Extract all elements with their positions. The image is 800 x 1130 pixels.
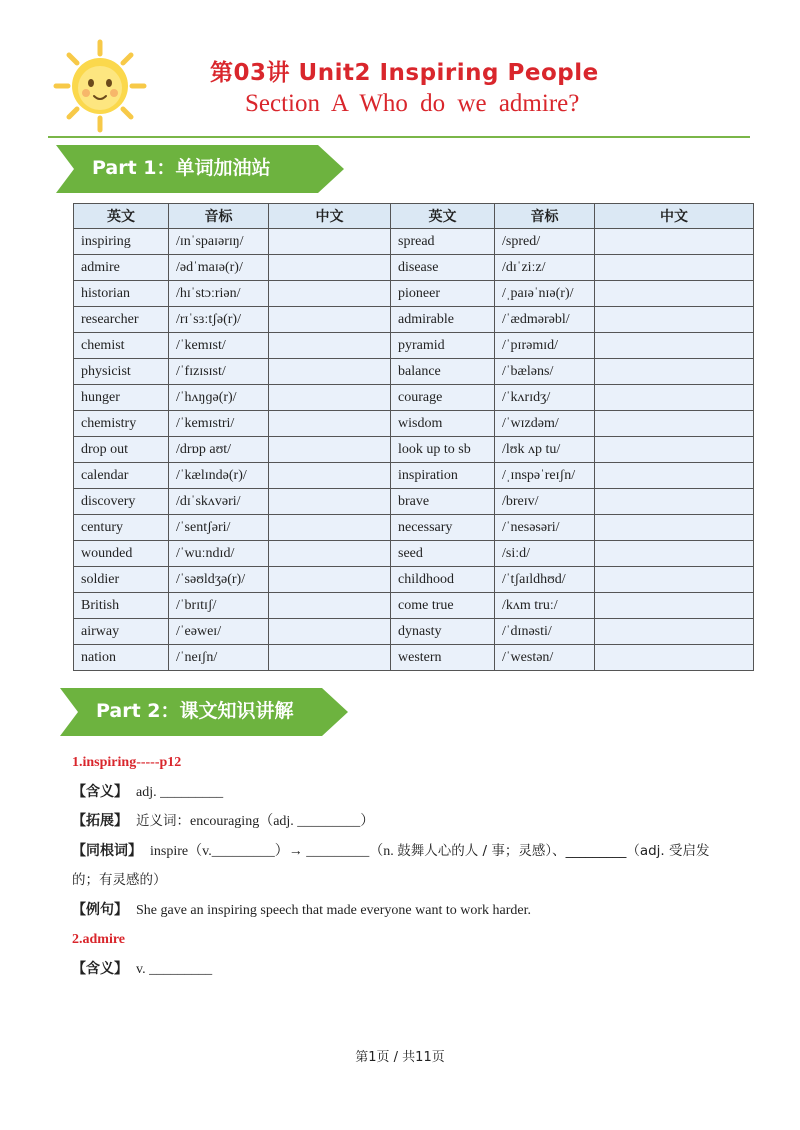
item1-root-line [72, 837, 732, 896]
chinese-cell[interactable] [595, 489, 754, 515]
table-row [74, 489, 754, 515]
chinese-cell[interactable] [269, 411, 391, 437]
word-cell: inspiring [74, 229, 169, 255]
phonetic-cell: /ˈædmərəbl/ [495, 307, 595, 333]
item1-extend: encouraging（adj. _________） [190, 814, 375, 829]
vocabulary-table [73, 203, 754, 671]
phonetic-cell: /siːd/ [495, 541, 595, 567]
word-cell: disease [391, 255, 495, 281]
chinese-cell[interactable] [595, 411, 754, 437]
word-cell: century [74, 515, 169, 541]
item2-meaning-line [72, 955, 732, 985]
sun-mascot-icon [52, 38, 148, 134]
word-cell: admire [74, 255, 169, 281]
chinese-cell[interactable] [595, 255, 754, 281]
phonetic-cell: /spred/ [495, 229, 595, 255]
phonetic-cell: /ˈkʌrɪdʒ/ [495, 385, 595, 411]
phonetic-cell: /ˈwɪzdəm/ [495, 411, 595, 437]
chinese-cell[interactable] [269, 541, 391, 567]
item1-meaning-line [72, 778, 732, 808]
header-phonetic: 音标 [169, 204, 269, 229]
chinese-cell[interactable] [595, 307, 754, 333]
meaning-label: 【含义】 [72, 960, 128, 977]
phonetic-cell: /ˈfɪzɪsɪst/ [169, 359, 269, 385]
part2-label: Part 2：课文知识讲解 [96, 700, 294, 722]
word-cell: admirable [391, 307, 495, 333]
phonetic-cell: /rɪˈsɜːtʃə(r)/ [169, 307, 269, 333]
page-footer: 第1页 / 共11页 [355, 1050, 445, 1065]
table-row [74, 619, 754, 645]
table-header-row [74, 204, 754, 229]
table-row [74, 593, 754, 619]
phonetic-cell: /ˈsentʃəri/ [169, 515, 269, 541]
word-cell: wisdom [391, 411, 495, 437]
word-cell: pioneer [391, 281, 495, 307]
word-cell: wounded [74, 541, 169, 567]
chinese-cell[interactable] [269, 359, 391, 385]
part2-banner [60, 688, 350, 736]
word-cell: dynasty [391, 619, 495, 645]
word-cell: historian [74, 281, 169, 307]
header-chinese: 中文 [269, 204, 391, 229]
extend-label: 【拓展】 [72, 813, 128, 829]
chinese-cell[interactable] [269, 229, 391, 255]
phonetic-cell: /ˈeəweɪ/ [169, 619, 269, 645]
meaning-label: 【含义】 [72, 783, 128, 800]
table-row [74, 359, 754, 385]
word-cell: researcher [74, 307, 169, 333]
table-row [74, 307, 754, 333]
phonetic-cell: /ˈneɪʃn/ [169, 645, 269, 671]
table-row [74, 333, 754, 359]
chinese-cell[interactable] [269, 489, 391, 515]
header-english: 英文 [74, 204, 169, 229]
word-cell: look up to sb [391, 437, 495, 463]
word-cell: necessary [391, 515, 495, 541]
phonetic-cell: /ˈwestən/ [495, 645, 595, 671]
chinese-cell[interactable] [595, 463, 754, 489]
word-cell: drop out [74, 437, 169, 463]
chinese-cell[interactable] [269, 255, 391, 281]
chinese-cell[interactable] [269, 463, 391, 489]
chinese-cell[interactable] [269, 385, 391, 411]
chinese-cell[interactable] [269, 515, 391, 541]
phonetic-cell: /ˈpɪrəmɪd/ [495, 333, 595, 359]
word-cell: hunger [74, 385, 169, 411]
word-cell: chemist [74, 333, 169, 359]
part1-banner [56, 145, 346, 193]
chinese-cell[interactable] [595, 333, 754, 359]
word-cell: inspiration [391, 463, 495, 489]
word-cell: British [74, 593, 169, 619]
chinese-cell[interactable] [595, 229, 754, 255]
table-row [74, 411, 754, 437]
word-cell: airway [74, 619, 169, 645]
chinese-cell[interactable] [595, 281, 754, 307]
word-cell: chemistry [74, 411, 169, 437]
chinese-cell[interactable] [269, 307, 391, 333]
chinese-cell[interactable] [595, 645, 754, 671]
phonetic-cell: /ɪnˈspaɪərɪŋ/ [169, 229, 269, 255]
phonetic-cell: /breɪv/ [495, 489, 595, 515]
word-cell: western [391, 645, 495, 671]
word-cell: nation [74, 645, 169, 671]
phonetic-cell: /ˈbrɪtɪʃ/ [169, 593, 269, 619]
item1-example: She gave an inspiring speech that made everyone want to work harder. [136, 902, 531, 918]
table-row [74, 645, 754, 671]
chinese-cell[interactable] [269, 645, 391, 671]
root-label: 【同根词】 [72, 842, 142, 859]
part1-label: Part 1：单词加油站 [92, 157, 271, 179]
phonetic-cell: /hɪˈstɔːriən/ [169, 281, 269, 307]
word-cell: courage [391, 385, 495, 411]
word-cell: pyramid [391, 333, 495, 359]
header-english: 英文 [391, 204, 495, 229]
phonetic-cell: /drɒp aʊt/ [169, 437, 269, 463]
chinese-cell[interactable] [595, 593, 754, 619]
phonetic-cell: /ˈbæləns/ [495, 359, 595, 385]
chinese-cell[interactable] [269, 593, 391, 619]
chinese-cell[interactable] [269, 437, 391, 463]
phonetic-cell: /ˈkemɪst/ [169, 333, 269, 359]
chinese-cell[interactable] [595, 515, 754, 541]
phonetic-cell: /ˈkælɪndə(r)/ [169, 463, 269, 489]
chinese-cell[interactable] [595, 359, 754, 385]
table-row [74, 463, 754, 489]
word-cell: seed [391, 541, 495, 567]
page-subtitle: Section A Who do we admire? [245, 90, 580, 117]
title-divider [48, 136, 750, 138]
example-label: 【例句】 [72, 901, 128, 918]
phonetic-cell: /ədˈmaɪə(r)/ [169, 255, 269, 281]
phonetic-cell: /dɪˈziːz/ [495, 255, 595, 281]
chinese-cell[interactable] [595, 567, 754, 593]
word-cell: childhood [391, 567, 495, 593]
item1-title: 1.inspiring-----p12 [72, 755, 182, 770]
header-chinese: 中文 [595, 204, 754, 229]
table-row [74, 281, 754, 307]
word-cell: balance [391, 359, 495, 385]
phonetic-cell: /ˈtʃaɪldhʊd/ [495, 567, 595, 593]
chinese-cell[interactable] [595, 437, 754, 463]
item1-example-line [72, 896, 732, 926]
phonetic-cell: /ˈhʌŋɡə(r)/ [169, 385, 269, 411]
chinese-cell[interactable] [595, 385, 754, 411]
table-row [74, 515, 754, 541]
phonetic-cell: /ˌpaɪəˈnɪə(r)/ [495, 281, 595, 307]
word-cell: spread [391, 229, 495, 255]
phonetic-cell: /dɪˈskʌvəri/ [169, 489, 269, 515]
word-cell: calendar [74, 463, 169, 489]
table-row [74, 229, 754, 255]
item2-title: 2.admire [72, 932, 126, 947]
phonetic-cell: /ˈsəʊldʒə(r)/ [169, 567, 269, 593]
table-row [74, 385, 754, 411]
phonetic-cell: /lʊk ʌp tu/ [495, 437, 595, 463]
phonetic-cell: /ˈnesəsəri/ [495, 515, 595, 541]
word-cell: come true [391, 593, 495, 619]
word-cell: brave [391, 489, 495, 515]
table-row [74, 541, 754, 567]
word-cell: discovery [74, 489, 169, 515]
table-row [74, 437, 754, 463]
chinese-cell[interactable] [595, 541, 754, 567]
word-cell: physicist [74, 359, 169, 385]
chinese-cell[interactable] [269, 333, 391, 359]
item1-meaning: adj. _________ [136, 784, 224, 800]
item1-extend-line [72, 807, 732, 837]
chinese-cell[interactable] [269, 619, 391, 645]
item1-root-b: 鼓舞人心的人 / 事；灵感）、_________（adj. 受启发的；有灵感的） [72, 842, 710, 888]
item1-extend-cn: 近义词： [136, 813, 190, 829]
word-cell: soldier [74, 567, 169, 593]
table-row [74, 567, 754, 593]
chinese-cell[interactable] [269, 567, 391, 593]
table-row [74, 255, 754, 281]
phonetic-cell: /ˈdɪnəsti/ [495, 619, 595, 645]
lesson-notes [72, 748, 732, 984]
phonetic-cell: /ˌɪnspəˈreɪʃn/ [495, 463, 595, 489]
item2-meaning: v. _________ [136, 961, 213, 977]
item1-root-a: inspire（v._________）→ _________（n. [150, 843, 398, 859]
chinese-cell[interactable] [269, 281, 391, 307]
phonetic-cell: /ˈkemɪstri/ [169, 411, 269, 437]
chinese-cell[interactable] [595, 619, 754, 645]
page-title: 第03讲 Unit2 Inspiring People [210, 60, 599, 86]
phonetic-cell: /ˈwuːndɪd/ [169, 541, 269, 567]
phonetic-cell: /kʌm truː/ [495, 593, 595, 619]
header-phonetic: 音标 [495, 204, 595, 229]
